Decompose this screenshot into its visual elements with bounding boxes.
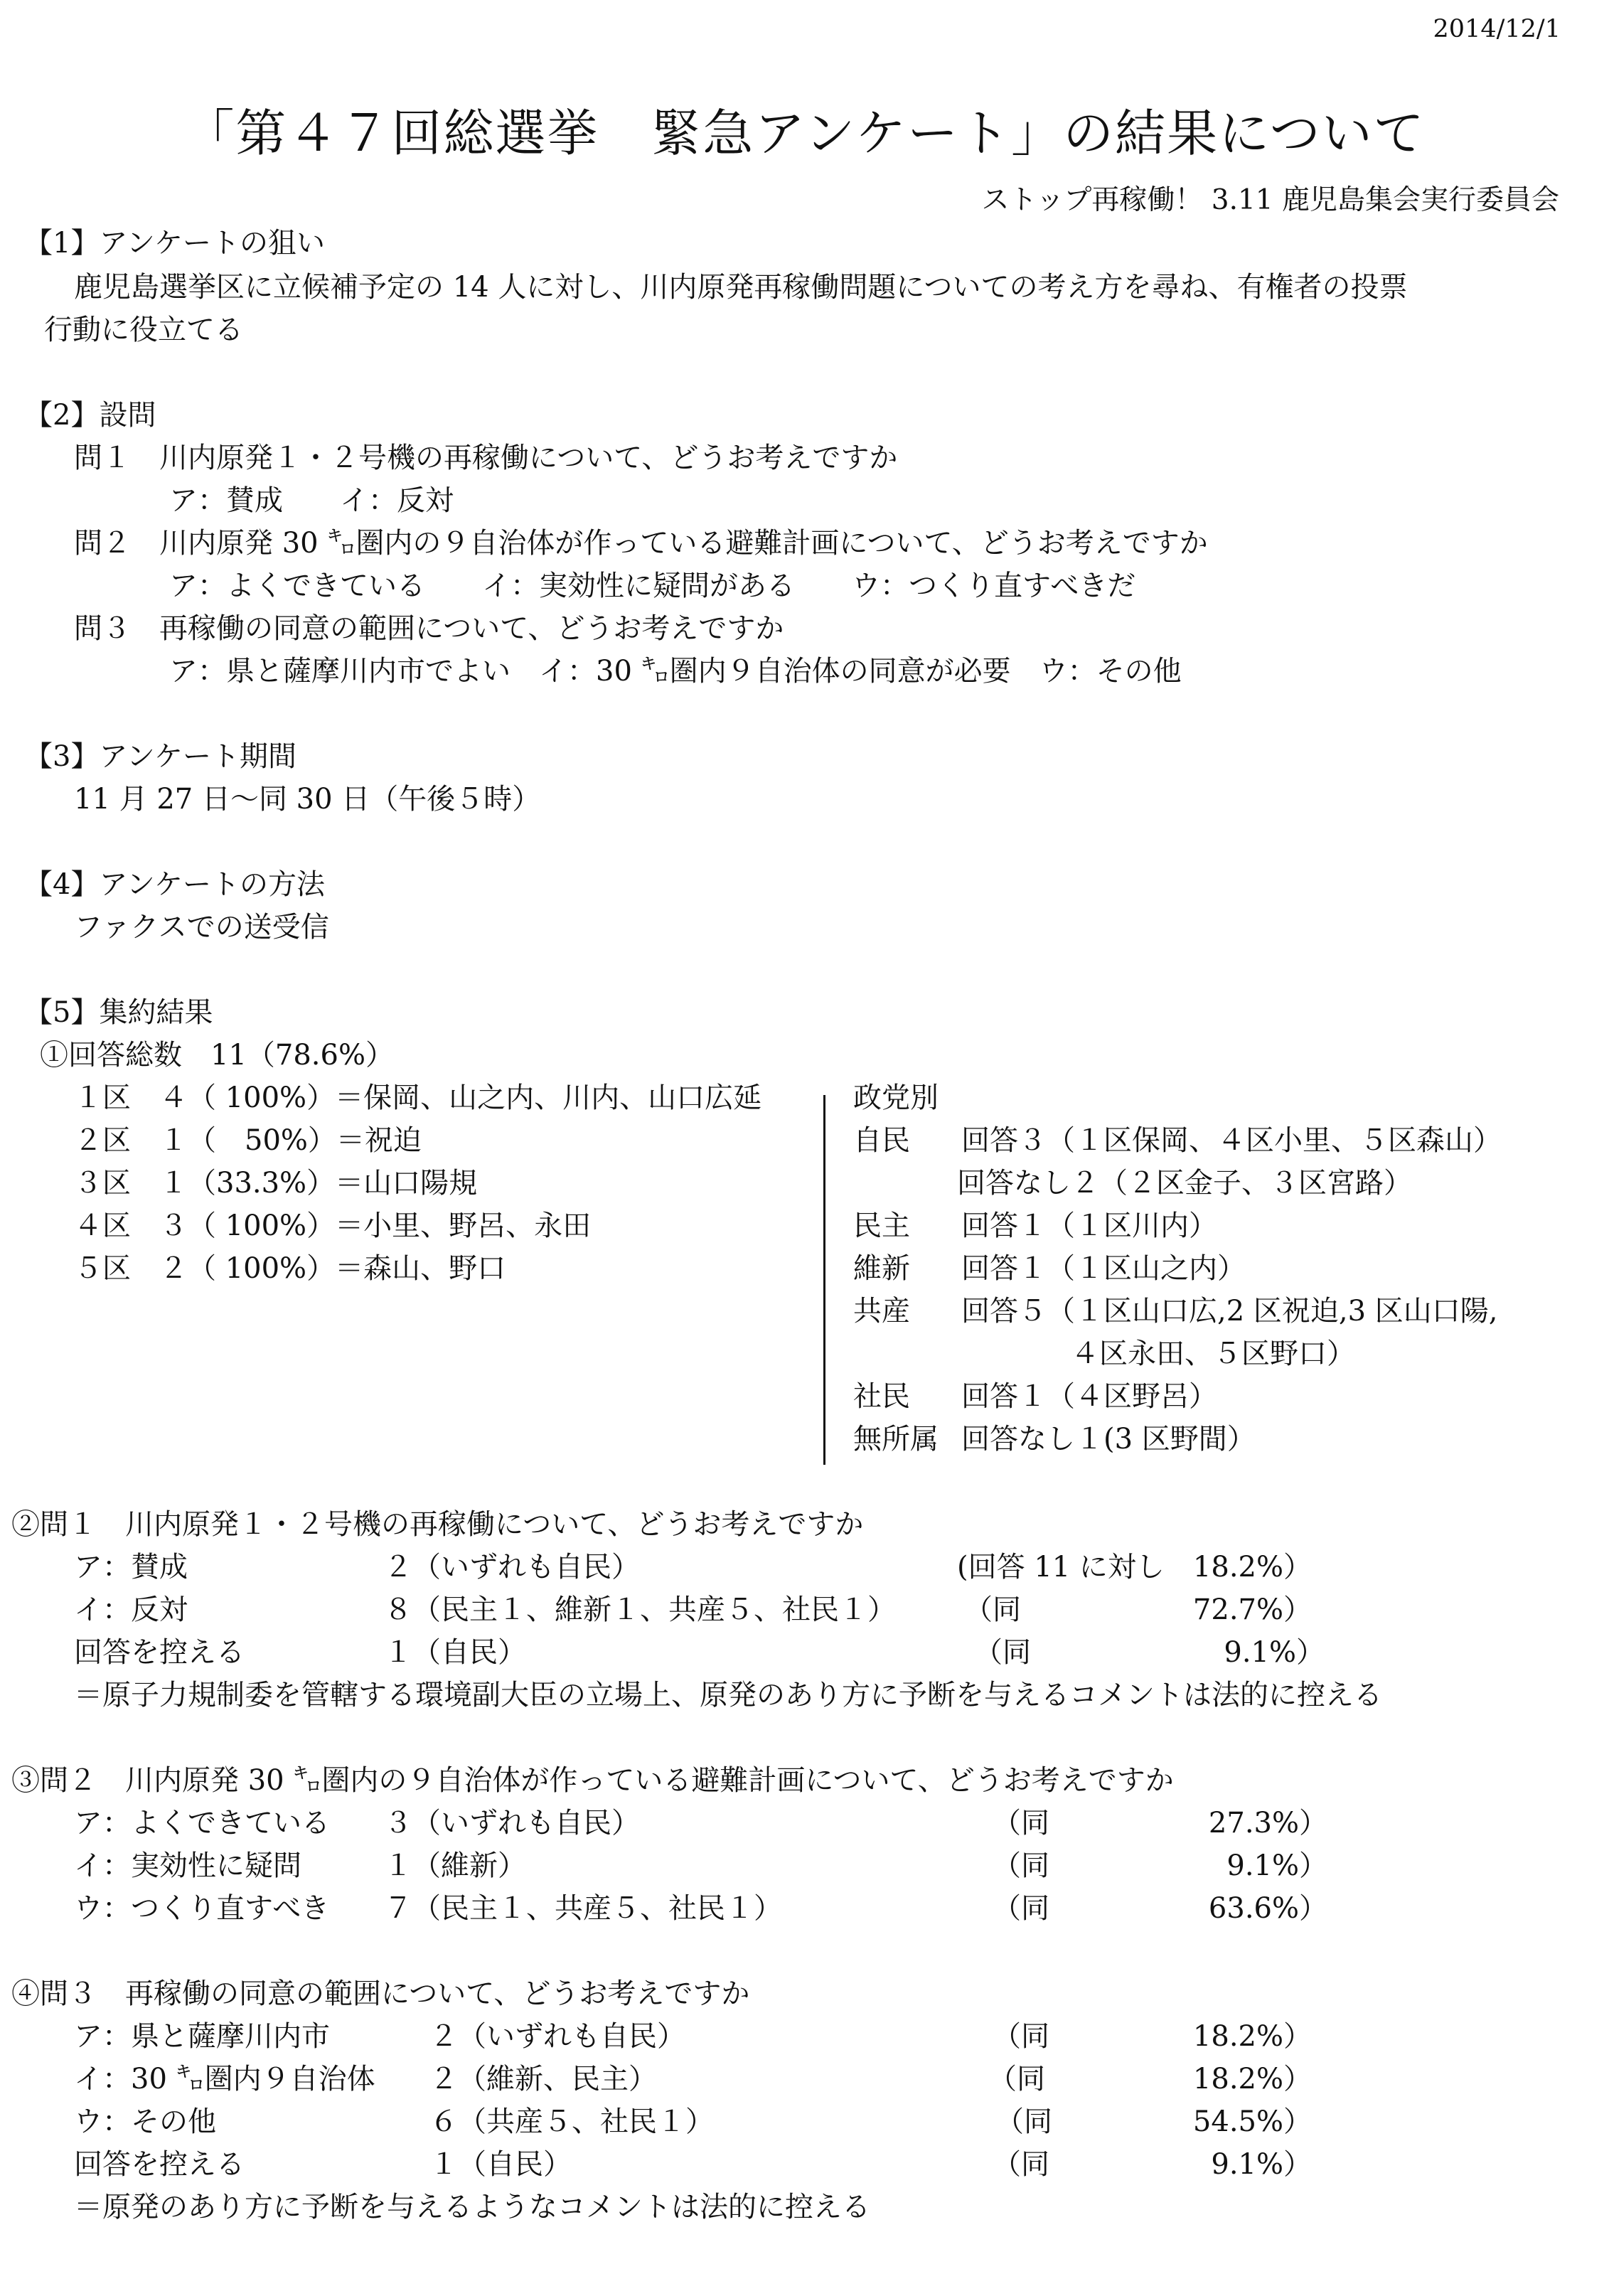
answer-label: イ：反対 bbox=[74, 1593, 188, 1626]
question-1-options: ア：賛成 イ：反対 bbox=[169, 484, 454, 517]
answer-count: ２（いずれも自民） bbox=[384, 1551, 640, 1584]
section-5-heading: 【5】集約結果 bbox=[24, 996, 213, 1029]
survey-method: ファクスでの送受信 bbox=[74, 911, 329, 944]
document-date: 2014/12/1 bbox=[1433, 15, 1561, 43]
total-responses: ①回答総数 11（78.6%） bbox=[40, 1039, 394, 1072]
party-result: 回答５（１区山口広,2 区祝迫,3 区山口陽, bbox=[961, 1295, 1498, 1328]
answer-count: ８（民主１、維新１、共産５、社民１） bbox=[384, 1593, 896, 1626]
answer-percent: 18.2%） bbox=[1192, 2063, 1312, 2095]
party-result: 回答１（１区山之内） bbox=[961, 1252, 1246, 1285]
answer-ref: （同 bbox=[988, 2063, 1045, 2095]
answer-label: 回答を控える bbox=[74, 2148, 245, 2181]
party-result: ４区永田、５区野口） bbox=[1071, 1337, 1355, 1370]
answer-percent: 63.6%） bbox=[1208, 1892, 1327, 1925]
party-name: 自民 bbox=[853, 1124, 910, 1157]
section-4-heading: 【4】アンケートの方法 bbox=[24, 868, 326, 901]
party-result: 回答なし２（２区金子、３区宮路） bbox=[957, 1167, 1412, 1200]
answer-percent: 9.1%） bbox=[1226, 1849, 1327, 1882]
question-2-options: ア：よくできている イ：実効性に疑問がある ウ：つくり直すべきだ bbox=[169, 570, 1136, 602]
answer-count: ２（いずれも自民） bbox=[429, 2020, 685, 2053]
result-q1-note: ＝原子力規制委を管轄する環境副大臣の立場上、原発のあり方に予断を与えるコメントは法的に控える bbox=[74, 1679, 1382, 1712]
result-q3-note: ＝原発のあり方に予断を与えるようなコメントは法的に控える bbox=[74, 2191, 870, 2223]
answer-label: イ：30 ㌔圏内９自治体 bbox=[74, 2063, 375, 2095]
party-name: 維新 bbox=[853, 1252, 910, 1285]
answer-ref: （同 bbox=[993, 1807, 1049, 1840]
result-q2-heading: ③問２ 川内原発 30 ㌔圏内の９自治体が作っている避難計画について、どうお考えですか bbox=[11, 1764, 1174, 1797]
answer-label: ア：よくできている bbox=[74, 1807, 330, 1840]
answer-count: ７（民主１、共産５、社民１） bbox=[384, 1892, 782, 1925]
district-row: ５区 ２（ 100%）＝森山、野口 bbox=[74, 1252, 506, 1285]
answer-ref: （同 bbox=[993, 2020, 1049, 2053]
section-3-heading: 【3】アンケート期間 bbox=[24, 740, 297, 773]
result-q1-heading: ②問１ 川内原発１・２号機の再稼働について、どうお考えですか bbox=[11, 1508, 864, 1541]
party-name: 共産 bbox=[853, 1295, 910, 1328]
answer-percent: 18.2%） bbox=[1192, 2020, 1312, 2053]
district-row: ４区 ３（ 100%）＝小里、野呂、永田 bbox=[74, 1210, 592, 1242]
organization-name: ストップ再稼働！ 3.11 鹿児島集会実行委員会 bbox=[981, 184, 1559, 216]
party-result: 回答１（４区野呂） bbox=[961, 1380, 1217, 1413]
answer-label: ウ：つくり直すべき bbox=[74, 1892, 330, 1925]
answer-count: ２（維新、民主） bbox=[429, 2063, 657, 2095]
district-row: ３区 １（33.3%）＝山口陽規 bbox=[74, 1167, 478, 1200]
answer-label: ア：賛成 bbox=[74, 1551, 188, 1584]
answer-percent: 54.5%） bbox=[1192, 2105, 1312, 2138]
answer-ref: （同 bbox=[995, 2105, 1052, 2138]
question-1: 問１ 川内原発１・２号機の再稼働について、どうお考えですか bbox=[74, 442, 898, 474]
question-2: 問２ 川内原発 30 ㌔圏内の９自治体が作っている避難計画について、どうお考えですか bbox=[74, 527, 1208, 560]
answer-ref: （同 bbox=[993, 1849, 1049, 1882]
answer-ref: （同 bbox=[964, 1593, 1021, 1626]
answer-count: １（維新） bbox=[384, 1849, 526, 1882]
party-name: 無所属 bbox=[853, 1423, 939, 1456]
answer-percent: 18.2%） bbox=[1192, 1551, 1312, 1584]
answer-label: イ：実効性に疑問 bbox=[74, 1849, 301, 1882]
party-result: 回答なし１(3 区野間） bbox=[961, 1423, 1256, 1456]
section-1-text-line-1: 鹿児島選挙区に立候補予定の 14 人に対し、川内原発再稼働問題についての考え方を尋ね、有権者の投票 bbox=[74, 271, 1408, 304]
section-2-heading: 【2】設問 bbox=[24, 399, 156, 432]
answer-ref: （同 bbox=[993, 2148, 1049, 2181]
party-heading: 政党別 bbox=[853, 1082, 939, 1114]
answer-percent: 9.1%） bbox=[1211, 2148, 1312, 2181]
answer-percent: 27.3%） bbox=[1208, 1807, 1327, 1840]
answer-label: ウ：その他 bbox=[74, 2105, 216, 2138]
party-name: 社民 bbox=[853, 1380, 910, 1413]
answer-percent: 9.1%） bbox=[1224, 1636, 1325, 1669]
survey-period: 11 月 27 日～同 30 日（午後５時） bbox=[74, 783, 541, 816]
answer-count: １（自民） bbox=[429, 2148, 572, 2181]
result-q3-heading: ④問３ 再稼働の同意の範囲について、どうお考えですか bbox=[11, 1977, 750, 2010]
answer-label: 回答を控える bbox=[74, 1636, 245, 1669]
answer-ref: (回答 11 に対し bbox=[957, 1551, 1165, 1584]
section-1-text-line-2: 行動に役立てる bbox=[44, 314, 243, 346]
section-1-heading: 【1】アンケートの狙い bbox=[24, 227, 326, 260]
answer-count: ６（共産５、社民１） bbox=[429, 2105, 714, 2138]
column-divider bbox=[823, 1095, 825, 1465]
district-row: ２区 １（ 50%）＝祝迫 bbox=[74, 1124, 422, 1157]
answer-percent: 72.7%） bbox=[1192, 1593, 1312, 1626]
party-result: 回答１（１区川内） bbox=[961, 1210, 1217, 1242]
answer-ref: （同 bbox=[993, 1892, 1049, 1925]
party-name: 民主 bbox=[853, 1210, 910, 1242]
answer-label: ア：県と薩摩川内市 bbox=[74, 2020, 330, 2053]
party-result: 回答３（１区保岡、４区小里、５区森山） bbox=[961, 1124, 1502, 1157]
answer-ref: （同 bbox=[974, 1636, 1031, 1669]
question-3: 問３ 再稼働の同意の範囲について、どうお考えですか bbox=[74, 612, 784, 645]
question-3-options: ア：県と薩摩川内市でよい イ：30 ㌔圏内９自治体の同意が必要 ウ：その他 bbox=[169, 655, 1182, 688]
answer-count: ３（いずれも自民） bbox=[384, 1807, 640, 1840]
answer-count: １（自民） bbox=[384, 1636, 526, 1669]
district-row: １区 ４（ 100%）＝保岡、山之内、川内、山口広延 bbox=[74, 1082, 762, 1114]
document-title: 「第４７回総選挙 緊急アンケート」の結果について bbox=[183, 104, 1426, 163]
